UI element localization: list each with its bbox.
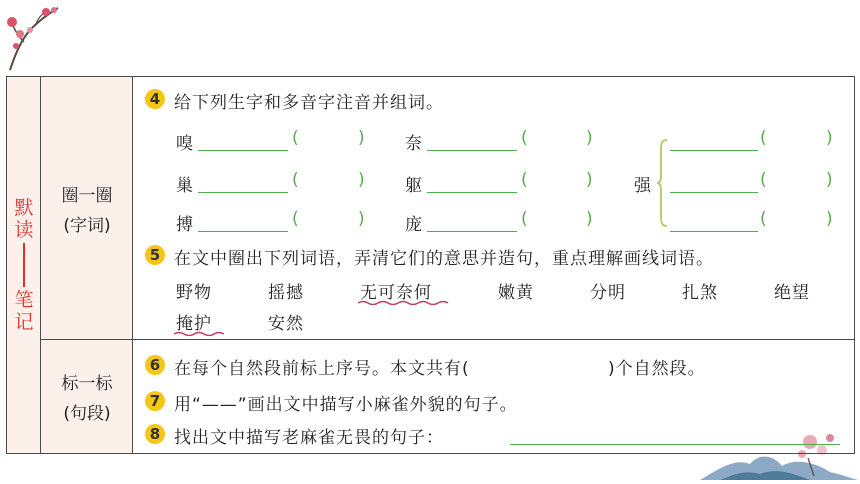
paren-close: ) [358, 209, 365, 229]
answer-blank[interactable] [510, 444, 840, 445]
task-4-text: 给下列生字和多音字注音并组词。 [174, 93, 444, 113]
word-item: 野物 [176, 283, 212, 303]
pinyin-blank[interactable] [670, 231, 758, 232]
task-8-text: 找出文中描写老麻雀无畏的句子： [174, 428, 444, 448]
paren-open: ( [760, 128, 767, 148]
row-divider [41, 339, 854, 340]
pinyin-blank[interactable] [198, 192, 288, 193]
pinyin-blank[interactable] [427, 192, 517, 193]
char-chao: 巢 [176, 176, 193, 196]
paren-open: ( [292, 170, 299, 190]
char-qiang: 强 [634, 176, 651, 196]
paren-close: ) [358, 170, 365, 190]
paren-open: ( [292, 209, 299, 229]
category-sentences: 标一标 (句段) [61, 374, 113, 424]
word-item: 绝望 [774, 283, 810, 303]
pinyin-blank[interactable] [198, 231, 288, 232]
word-item: 嫩黄 [498, 283, 534, 303]
word-item-underlined: 掩护 [176, 314, 212, 334]
word-item: 安然 [268, 314, 304, 334]
paren-open: ( [521, 209, 528, 229]
task-number-8: 8 [145, 424, 165, 444]
char-xiu: 嗅 [176, 134, 193, 154]
task-number-7: 7 [145, 391, 165, 411]
char-pang: 庞 [405, 215, 422, 235]
paren-open: ( [760, 209, 767, 229]
task-6-text-end: )个自然段。 [608, 359, 706, 379]
char-bo: 搏 [176, 215, 193, 235]
word-item: 扎煞 [682, 283, 718, 303]
task-5-text: 在文中圈出下列词语，弄清它们的意思并造句，重点理解画线词语。 [174, 249, 714, 269]
word-item-underlined: 无可奈何 [360, 283, 432, 303]
paren-open: ( [521, 128, 528, 148]
task-number-6: 6 [145, 355, 165, 375]
pinyin-blank[interactable] [427, 231, 517, 232]
paren-open: ( [760, 170, 767, 190]
word-item: 摇撼 [268, 283, 304, 303]
paren-close: ) [826, 170, 833, 190]
word-item: 分明 [590, 283, 626, 303]
task-7-text: 用“——”画出文中描写小麻雀外貌的句子。 [174, 395, 518, 415]
brace [656, 138, 668, 228]
pinyin-blank[interactable] [670, 150, 758, 151]
paren-close: ) [358, 128, 365, 148]
side-label-top: 默读 [14, 197, 34, 241]
plum-blossom-decoration [2, 2, 62, 72]
paren-close: ) [586, 209, 593, 229]
paren-open: ( [521, 170, 528, 190]
wavy-underline [174, 331, 224, 336]
paren-close: ) [826, 209, 833, 229]
task-number-4: 4 [145, 89, 165, 109]
pinyin-blank[interactable] [670, 192, 758, 193]
paren-close: ) [826, 128, 833, 148]
category-words: 圈一圈 (字词) [61, 186, 113, 236]
side-label-dash [7, 243, 41, 287]
paren-open: ( [292, 128, 299, 148]
char-qu: 躯 [405, 176, 422, 196]
paren-close: ) [586, 128, 593, 148]
side-label-bottom: 笔记 [14, 289, 34, 333]
wavy-underline [358, 300, 452, 305]
char-nai: 奈 [405, 134, 422, 154]
paren-close: ) [586, 170, 593, 190]
pinyin-blank[interactable] [427, 150, 517, 151]
task-number-5: 5 [145, 245, 165, 265]
pinyin-blank[interactable] [198, 150, 288, 151]
task-6-text: 在每个自然段前标上序号。本文共有( [174, 359, 470, 379]
